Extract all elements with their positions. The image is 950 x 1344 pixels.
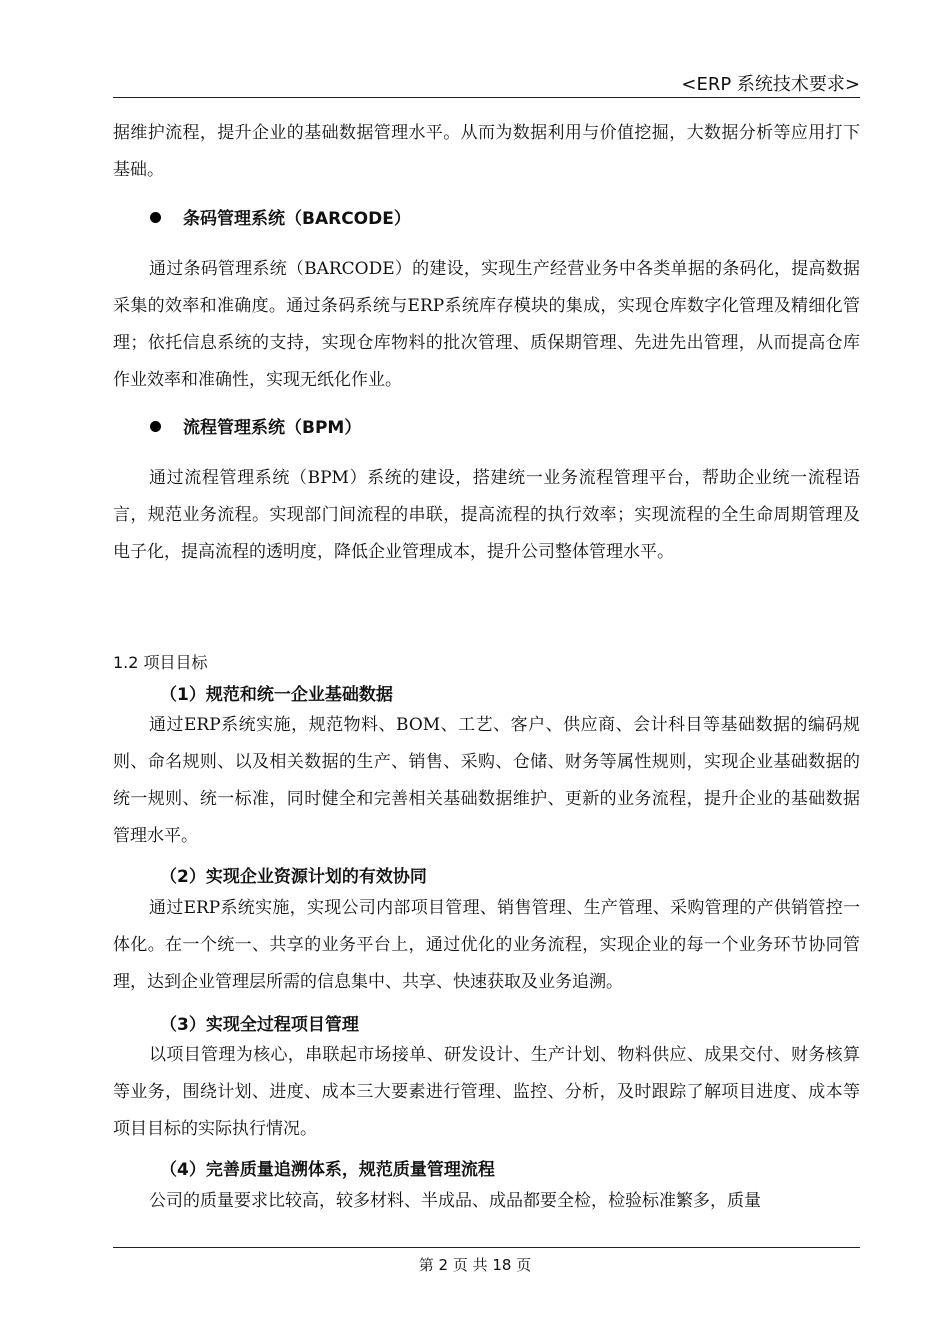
continuation-paragraph: 据维护流程，提升企业的基础数据管理水平。从而为数据利用与价值挖掘，大数据分析等应用打下基础。: [113, 123, 860, 180]
goal3-heading: （3）实现全过程项目管理: [160, 1015, 359, 1035]
barcode-heading-label: 条码管理系统（BARCODE）: [183, 209, 411, 229]
footer-rule: [113, 1247, 860, 1248]
goal1-paragraph: 通过ERP系统实施，规范物料、BOM、工艺、客户、供应商、会计科目等基础数据的编码规则、命名规则、以及相关数据的生产、销售、采购、仓储、财务等属性规则，实现企业基础数据的统一规则、统一标准，同时健全和完善相关基础数据维护、更新的业务流程，提升企业的基础数据管理水平。: [113, 715, 860, 846]
goal4-heading: （4）完善质量追溯体系，规范质量管理流程: [160, 1160, 495, 1180]
goal4-paragraph: 公司的质量要求比较高，较多材料、半成品、成品都要全检，检验标准繁多，质量: [149, 1191, 761, 1211]
section-title: 1.2 项目目标: [113, 653, 208, 672]
bullet-icon: [150, 212, 161, 223]
header-rule: [113, 97, 860, 98]
goal1-heading: （1）规范和统一企业基础数据: [160, 685, 393, 705]
header-title: <ERP 系统技术要求>: [681, 74, 860, 95]
bpm-heading-label: 流程管理系统（BPM）: [183, 418, 362, 438]
bpm-heading: [150, 416, 361, 440]
barcode-heading: [150, 207, 411, 231]
bullet-icon: [150, 421, 161, 432]
barcode-paragraph: 通过条码管理系统（BARCODE）的建设，实现生产经营业务中各类单据的条码化，提高数据采集的效率和准确度。通过条码系统与ERP系统库存模块的集成，实现仓库数字化管理及精细化管理；依托信息系统的支持，实现仓库物料的批次管理、质保期管理、先进先出管理，从而提高仓库作业效率和准确性，实现无纸化作业。: [113, 259, 860, 390]
goal3-paragraph: 以项目管理为核心，串联起市场接单、研发设计、生产计划、物料供应、成果交付、财务核算等业务，围绕计划、进度、成本三大要素进行管理、监控、分析，及时跟踪了解项目进度、成本等项目目标的实际执行情况。: [113, 1045, 860, 1139]
goal2-paragraph: 通过ERP系统实施，实现公司内部项目管理、销售管理、生产管理、采购管理的产供销管控一体化。在一个统一、共享的业务平台上，通过优化的业务流程，实现企业的每一个业务环节协同管理，达到企业管理层所需的信息集中、共享、快速获取及业务追溯。: [113, 898, 860, 992]
bpm-paragraph: 通过流程管理系统（BPM）系统的建设，搭建统一业务流程管理平台，帮助企业统一流程语言，规范业务流程。实现部门间流程的串联，提高流程的执行效率；实现流程的全生命周期管理及电子化，提高流程的透明度，降低企业管理成本，提升公司整体管理水平。: [113, 468, 860, 562]
goal2-heading: （2）实现企业资源计划的有效协同: [160, 867, 427, 887]
footer-page-number: 第 2 页 共 18 页: [418, 1256, 532, 1274]
